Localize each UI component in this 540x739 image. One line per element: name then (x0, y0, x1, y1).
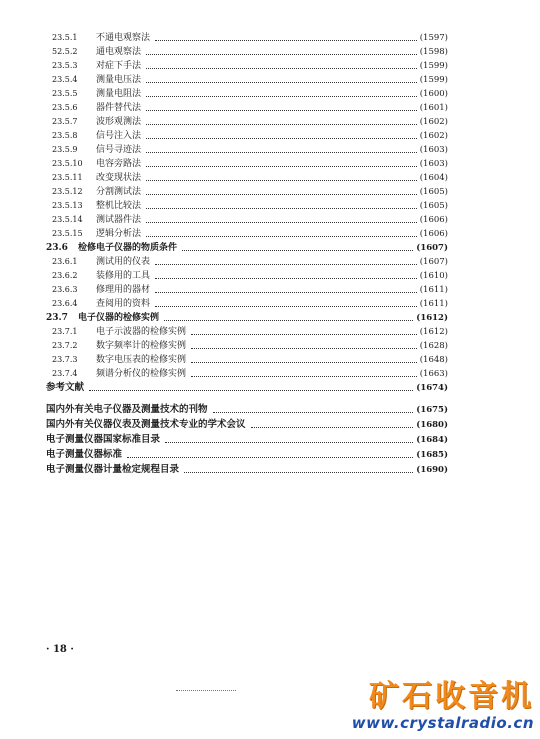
dot-leader (146, 151, 417, 153)
page-number: · 18 · (46, 644, 74, 655)
page-ref: (1684) (416, 435, 448, 445)
toc-entry (52, 72, 448, 86)
section-number: 23.5.15 (52, 229, 83, 238)
section-title: 电子测量仪器国家标准目录 (46, 434, 161, 445)
section-title: 逻辑分析法 (96, 229, 142, 239)
page-ref: (1598) (419, 47, 448, 57)
toc-entry (52, 30, 448, 44)
dot-leader (89, 389, 413, 391)
dot-leader (182, 249, 413, 251)
section-number: 23.6.1 (52, 257, 78, 266)
toc-entry (52, 352, 448, 366)
dot-leader (146, 53, 417, 55)
section-title: 波形观测法 (96, 117, 142, 127)
page-ref: (1680) (416, 420, 448, 430)
page-ref: (1663) (419, 369, 448, 379)
toc-entry (52, 170, 448, 184)
section-number: 23.5.5 (52, 89, 78, 98)
toc-entry (52, 338, 448, 352)
section-number: 23.5.10 (52, 159, 83, 168)
section-number: 23.5.11 (52, 173, 83, 182)
toc-entry (52, 268, 448, 282)
section-title: 信号注入法 (96, 131, 142, 141)
section-title: 测试用的仪表 (96, 257, 151, 267)
dot-leader (251, 426, 414, 428)
dot-leader (155, 305, 417, 307)
section-number: 23.6.3 (52, 285, 78, 294)
section-number: 23.5.4 (52, 75, 78, 84)
page-ref: (1607) (416, 243, 448, 253)
section-number: 23.5.14 (52, 215, 83, 224)
dot-leader (191, 333, 417, 335)
section-title: 参考文献 (46, 382, 85, 393)
dot-leader (146, 123, 417, 125)
page-ref: (1612) (419, 327, 448, 337)
page-ref: (1601) (419, 103, 448, 113)
dot-leader (146, 67, 417, 69)
section-number: 23.5.6 (52, 103, 78, 112)
section-title: 电子测量仪器计量检定规程目录 (46, 464, 180, 475)
section-title: 分割测试法 (96, 187, 142, 197)
dot-leader (155, 291, 417, 293)
section-title: 电子测量仪器标准 (46, 449, 123, 460)
page-ref: (1599) (419, 61, 448, 71)
dot-leader (146, 179, 417, 181)
section-title: 器件替代法 (96, 103, 142, 113)
page-ref: (1648) (419, 355, 448, 365)
page-ref: (1603) (419, 159, 448, 169)
toc-top-entry (46, 417, 448, 431)
section-title: 装修用的工具 (96, 271, 151, 281)
section-number: 23.7.4 (52, 369, 78, 378)
dot-leader (127, 456, 413, 458)
section-title: 数字电压表的检修实例 (96, 355, 187, 365)
toc-section-entry (46, 240, 448, 254)
page-ref: (1602) (419, 117, 448, 127)
toc-entry (52, 366, 448, 380)
dot-leader (191, 361, 417, 363)
toc-entry (52, 254, 448, 268)
watermark-url: www.crystalradio.cn (351, 714, 534, 732)
toc-top-entry (46, 432, 448, 446)
toc-entry (52, 212, 448, 226)
page-ref: (1604) (419, 173, 448, 183)
page-ref: (1597) (419, 33, 448, 43)
section-number: 23.7.1 (52, 327, 78, 336)
section-title: 测量电压法 (96, 75, 142, 85)
toc-entry (52, 44, 448, 58)
dot-leader (164, 319, 413, 321)
section-number: 23.6 (46, 243, 68, 253)
page-ref: (1599) (419, 75, 448, 85)
section-number: 23.5.12 (52, 187, 83, 196)
dot-leader (146, 221, 417, 223)
dot-leader (191, 375, 417, 377)
toc-top-entry (46, 447, 448, 461)
toc-entry (52, 282, 448, 296)
toc-entry (52, 184, 448, 198)
section-title: 对症下手法 (96, 61, 142, 71)
watermark-logo: 矿石收音机 (369, 679, 534, 714)
dot-leader (213, 411, 414, 413)
toc-top-entry (46, 380, 448, 394)
page-ref: (1605) (419, 187, 448, 197)
page-ref: (1603) (419, 145, 448, 155)
dot-leader (146, 95, 417, 97)
section-title: 测量电阻法 (96, 89, 142, 99)
section-title: 不通电观察法 (96, 33, 151, 43)
section-title: 整机比较法 (96, 201, 142, 211)
section-title: 电子示波器的检修实例 (96, 327, 187, 337)
dot-leader (146, 81, 417, 83)
section-number: 23.7.2 (52, 341, 78, 350)
dot-leader (146, 137, 417, 139)
section-number: 23.5.8 (52, 131, 78, 140)
scan-mark (176, 690, 236, 693)
page-ref: (1602) (419, 131, 448, 141)
dot-leader (155, 277, 417, 279)
toc-entry (52, 226, 448, 240)
page-ref: (1600) (419, 89, 448, 99)
page-ref: (1611) (419, 299, 448, 309)
toc-section-entry (46, 310, 448, 324)
section-number: 23.5.7 (52, 117, 78, 126)
section-title: 查阅用的资料 (96, 299, 151, 309)
dot-leader (146, 193, 417, 195)
section-title: 测试器件法 (96, 215, 142, 225)
section-number: 23.5.3 (52, 61, 78, 70)
toc-entry (52, 58, 448, 72)
section-number: 23.7.3 (52, 355, 78, 364)
dot-leader (155, 39, 417, 41)
page-ref: (1610) (419, 271, 448, 281)
section-title: 数字频率计的检修实例 (96, 341, 187, 351)
toc-entry (52, 324, 448, 338)
dot-leader (191, 347, 417, 349)
section-number: 23.7 (46, 313, 68, 323)
toc-entry (52, 198, 448, 212)
toc-entry (52, 86, 448, 100)
dot-leader (146, 109, 417, 111)
dot-leader (146, 207, 417, 209)
page-ref: (1606) (419, 215, 448, 225)
section-title: 国内外有关电子仪器及测量技术的刊物 (46, 404, 208, 415)
dot-leader (146, 165, 417, 167)
page-ref: (1611) (419, 285, 448, 295)
toc-entry (52, 114, 448, 128)
toc-top-entry (46, 462, 448, 476)
dot-leader (146, 235, 417, 237)
toc-entry (52, 156, 448, 170)
page-ref: (1606) (419, 229, 448, 239)
toc-entry (52, 142, 448, 156)
page-ref: (1690) (416, 465, 448, 475)
page-ref: (1675) (416, 405, 448, 415)
section-title: 频谱分析仪的检修实例 (96, 369, 187, 379)
page-ref: (1685) (416, 450, 448, 460)
section-title: 修理用的器材 (96, 285, 151, 295)
dot-leader (184, 471, 413, 473)
toc-entry (52, 100, 448, 114)
section-title: 检修电子仪器的物质条件 (78, 243, 178, 253)
section-title: 通电观察法 (96, 47, 142, 57)
section-title: 电子仪器的检修实例 (78, 313, 160, 323)
page-ref: (1607) (419, 257, 448, 267)
section-number: 52.5.2 (52, 47, 78, 56)
page-ref: (1605) (419, 201, 448, 211)
section-number: 23.5.9 (52, 145, 78, 154)
section-number: 23.6.4 (52, 299, 78, 308)
page-ref: (1628) (419, 341, 448, 351)
page-ref: (1674) (416, 383, 448, 393)
section-title: 改变现状法 (96, 173, 142, 183)
dot-leader (155, 263, 417, 265)
section-title: 国内外有关仪器仪表及测量技术专业的学术会议 (46, 419, 246, 430)
section-number: 23.6.2 (52, 271, 78, 280)
page-ref: (1612) (416, 313, 448, 323)
section-number: 23.5.13 (52, 201, 83, 210)
toc-entry (52, 296, 448, 310)
section-title: 信号寻迹法 (96, 145, 142, 155)
dot-leader (165, 441, 413, 443)
section-title: 电容旁路法 (96, 159, 142, 169)
section-number: 23.5.1 (52, 33, 78, 42)
toc-entry (52, 128, 448, 142)
toc-top-entry (46, 402, 448, 416)
watermark (352, 680, 534, 732)
